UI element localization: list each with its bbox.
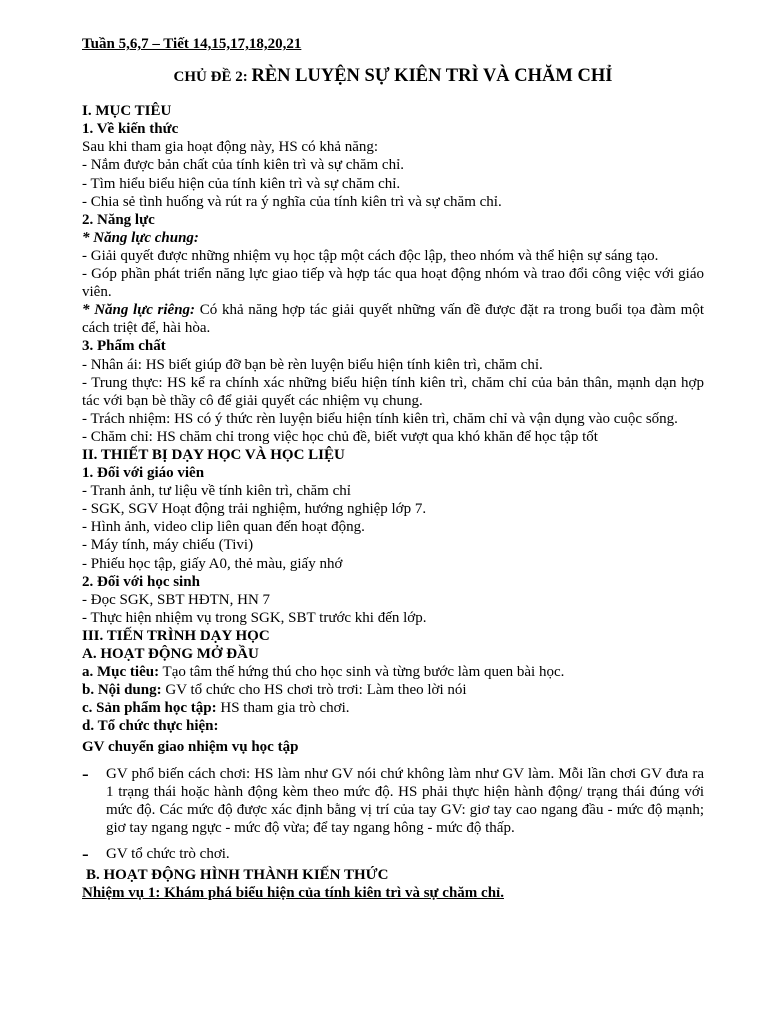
teacher-line: - Tranh ảnh, tư liệu về tính kiên trì, chăm chỉ [82,483,351,500]
topic-title [82,67,704,86]
knowledge-line: - Chia sẻ tình huống và rút ra ý nghĩa của tính kiên trì và sự chăm chỉ. [82,193,502,210]
quality-line: - Chăm chỉ: HS chăm chỉ trong việc học chủ đề, biết vượt qua khó khăn để học tập tốt [82,428,598,445]
teacher-line: - Phiếu học tập, giấy A0, thẻ màu, giấy nhớ [82,555,343,572]
goal-line [82,663,704,681]
knowledge-line: Sau khi tham gia hoạt động này, HS có khả năng: [82,139,379,156]
teacher-heading: 1. Đối với giáo viên [82,465,205,482]
knowledge-heading: 1. Về kiến thức [82,121,179,138]
dash-item-text: GV tổ chức trò chơi. [106,845,230,862]
product-text: HS tham gia trò chơi. [216,700,350,717]
quality-heading: 3. Phẩm chất [82,338,166,355]
product-line [82,699,704,717]
activity-a-heading: A. HOẠT ĐỘNG MỞ ĐẦU [82,646,259,662]
student-heading: 2. Đối với học sinh [82,573,200,590]
dash-list-item [82,842,704,865]
dash-bullet: - [82,842,89,865]
quality-line: - Trách nhiệm: HS có ý thức rèn luyện biểu hiện tính kiên trì, chăm chỉ và vận dụng vào cuộc sống. [82,410,678,427]
section-2-heading: II. THIẾT BỊ DẠY HỌC VÀ HỌC LIỆU [82,446,345,463]
specific-competence-label: * Năng lực riêng: [82,302,196,319]
organization-label: d. Tổ chức thực hiện: [82,718,219,735]
goal-text: Tạo tâm thế hứng thú cho học sinh và từng bước làm quen bài học. [159,664,565,681]
dash-item-text: GV phổ biến cách chơi: HS làm như GV nói chứ không làm như GV làm. Mỗi lần chơi GV đưa ra 1 trạng thái hoặc hành động kèm theo mức độ. HS phải thực hiện hành động/ trạng thái đúng với mức độ. Các mức độ được xác định bằng vị trí của tay GV: giơ tay cao ngang đầu - mức độ mạnh; giơ tay ngang ngực - mức độ vừa; để tay ngang hông - mức độ thấp. [106,765,704,836]
general-competence-line: - Góp phần phát triển năng lực giao tiếp và hợp tác qua hoạt động nhóm và trao đổi công việc với giáo viên. [82,266,704,301]
general-competence-line: - Giải quyết được những nhiệm vụ học tập một cách độc lập, theo nhóm và thể hiện sự sáng tạo. [82,247,659,264]
teacher-line: - SGK, SGV Hoạt động trải nghiệm, hướng nghiệp lớp 7. [82,501,427,518]
competence-heading: 2. Năng lực [82,211,155,228]
dash-bullet: - [82,762,89,785]
general-competence-label: * Năng lực chung: [82,229,199,246]
teacher-line: - Máy tính, máy chiếu (Tivi) [82,537,254,554]
topic-name: RÈN LUYỆN SỰ KIÊN TRÌ VÀ CHĂM CHỈ [251,66,613,87]
student-line: - Đọc SGK, SBT HĐTN, HN 7 [82,591,271,608]
knowledge-line: - Tìm hiểu biểu hiện của tính kiên trì và sự chăm chỉ. [82,175,401,192]
specific-competence-text: Có khả năng hợp tác giải quyết những vấn đề được đặt ra trong buổi tọa đàm một cách triệt để, hài hòa. [82,302,704,337]
dash-list-item [82,762,704,837]
quality-line: - Trung thực: HS kể ra chính xác những biểu hiện tính kiên trì, chăm chỉ của bản thân, mạnh dạn hợp tác với bạn bè thầy cô để giải quyết các nhiệm vụ chung. [82,374,704,409]
content-line [82,681,704,699]
knowledge-line: - Nắm được bản chất của tính kiên trì và sự chăm chỉ. [82,157,405,174]
document-page [82,35,704,902]
content-label: b. Nội dung: [82,682,162,699]
week-line: Tuần 5,6,7 – Tiết 14,15,17,18,20,21 [82,36,302,52]
content-text: GV tổ chức cho HS chơi trò trơi: Làm theo lời nói [161,682,467,699]
assign-task-label: GV chuyển giao nhiệm vụ học tập [82,739,299,756]
teacher-line: - Hình ảnh, video clip liên quan đến hoạt động. [82,519,365,536]
task-1-heading: Nhiệm vụ 1: Khám phá biểu hiện của tính kiên trì và sự chăm chỉ. [82,885,504,902]
quality-line: - Nhân ái: HS biết giúp đỡ bạn bè rèn luyện biểu hiện tính kiên trì, chăm chỉ. [82,356,543,373]
section-1-heading: I. MỤC TIÊU [82,103,172,120]
specific-competence [82,301,704,337]
product-label: c. Sản phẩm học tập: [82,700,217,717]
student-line: - Thực hiện nhiệm vụ trong SGK, SBT trước khi đến lớp. [82,609,427,626]
goal-label: a. Mục tiêu: [82,664,160,681]
topic-prefix: CHỦ ĐỀ 2: [173,69,252,86]
activity-b-heading: B. HOẠT ĐỘNG HÌNH THÀNH KIẾN THỨC [86,867,389,884]
section-3-heading: III. TIẾN TRÌNH DẠY HỌC [82,627,270,644]
